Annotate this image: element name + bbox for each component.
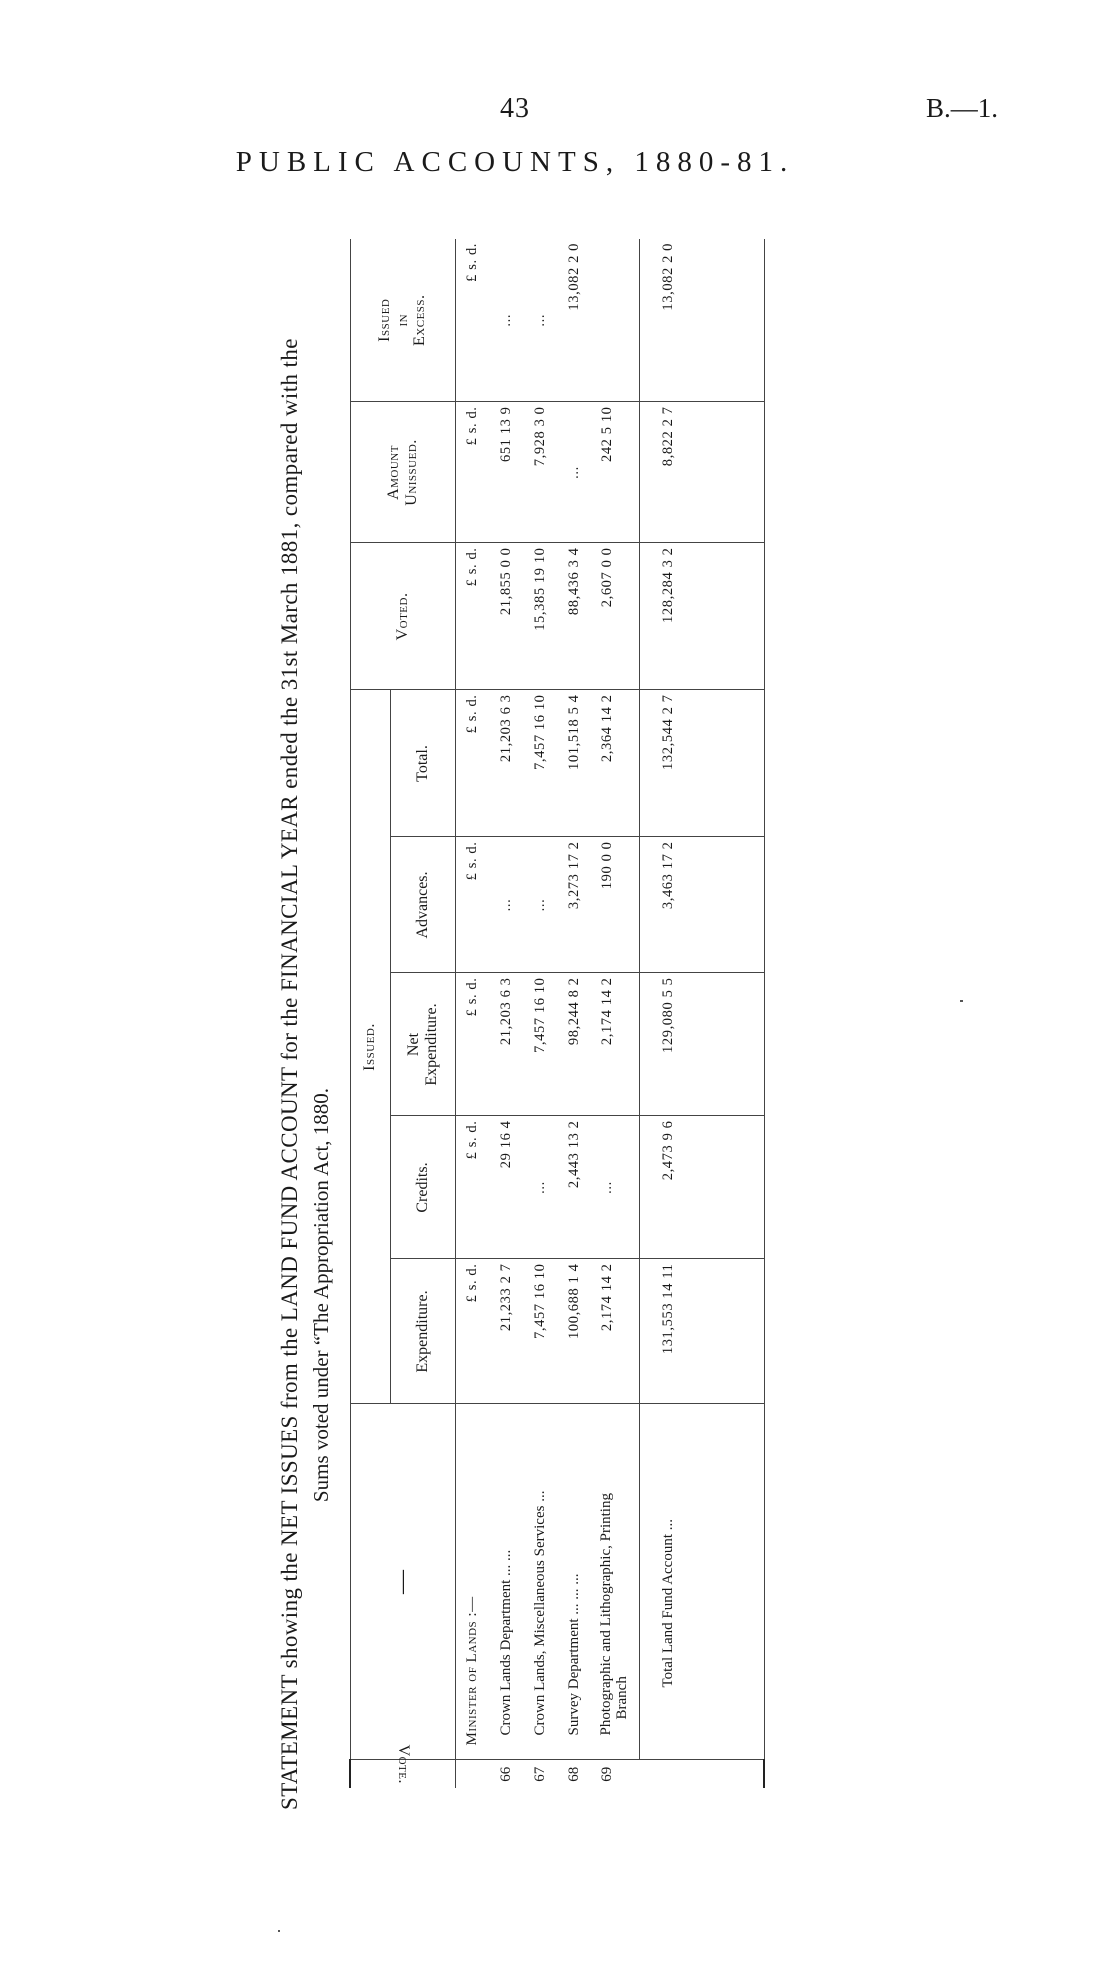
credits-value: ... — [523, 1116, 557, 1259]
amount-unissued-header — [350, 402, 455, 543]
unissued-value: ... — [557, 402, 591, 543]
table-row — [489, 239, 523, 1788]
vote-header-cell — [350, 1744, 455, 1788]
excess-value: 13,082 2 0 — [557, 239, 591, 402]
total-row — [639, 239, 697, 1788]
total-voted: 128,284 3 2 — [639, 543, 697, 690]
print-speck — [278, 1930, 280, 1932]
excess-value: ... — [523, 239, 557, 402]
table-row — [557, 239, 591, 1788]
voted-value: 88,436 3 4 — [557, 543, 591, 690]
issued-excess-header-line1: Issued — [376, 298, 394, 342]
unit-label: £ s. d. — [455, 1259, 489, 1404]
section-label: Minister of Lands :— — [455, 1404, 489, 1760]
advances-value: 3,273 17 2 — [557, 837, 591, 973]
advances-header: Advances. — [390, 837, 455, 973]
amount-unissued-header-line1: Amount — [384, 445, 402, 500]
vote-number: 67 — [531, 1766, 548, 1782]
issued-excess-header — [350, 239, 455, 402]
expenditure-value: 100,688 1 4 — [557, 1259, 591, 1404]
unit-label: £ s. d. — [455, 402, 489, 543]
net-expenditure-value: 2,174 14 2 — [591, 973, 639, 1116]
credits-header: Credits. — [390, 1116, 455, 1259]
land-fund-table — [349, 239, 765, 1788]
advances-value: 190 0 0 — [591, 837, 639, 973]
vote-number: 69 — [599, 1766, 615, 1782]
excess-value: ... — [489, 239, 523, 402]
issued-excess-header-line3: Excess. — [411, 294, 429, 346]
document-reference: B.—1. — [926, 93, 999, 123]
table-row — [591, 239, 639, 1788]
total-value: 7,457 16 10 — [523, 690, 557, 837]
unit-label: £ s. d. — [455, 543, 489, 690]
total-credits: 2,473 9 6 — [639, 1116, 697, 1259]
total-expenditure: 131,553 14 11 — [639, 1259, 697, 1404]
service-name: Survey Department ... ... ... — [557, 1404, 591, 1760]
unissued-value: 651 13 9 — [489, 402, 523, 543]
net-expenditure-header — [390, 973, 455, 1116]
expenditure-value: 21,233 2 7 — [489, 1259, 523, 1404]
expenditure-value: 2,174 14 2 — [591, 1259, 639, 1404]
excess-value — [591, 239, 639, 402]
service-name: Crown Lands, Miscellaneous Services ... — [523, 1404, 557, 1760]
amount-unissued-header-line2: Unissued. — [402, 439, 420, 506]
issued-header: Issued. — [350, 690, 390, 1404]
total-total: 132,544 2 7 — [639, 690, 697, 837]
unit-label: £ s. d. — [455, 690, 489, 837]
expenditure-header: Expenditure. — [390, 1259, 455, 1404]
total-net-expenditure: 129,080 5 5 — [639, 973, 697, 1116]
running-title: PUBLIC ACCOUNTS, 1880-81. — [235, 146, 795, 178]
advances-value: ... — [523, 837, 557, 973]
statement-subtitle: Sums voted under “The Appropriation Act, 1880. — [309, 1087, 333, 1503]
table-filler-row — [697, 239, 764, 1788]
section-row — [455, 239, 489, 1788]
net-expenditure-value: 7,457 16 10 — [523, 973, 557, 1116]
total-header: Total. — [390, 690, 455, 837]
issued-excess-header-line2: in — [393, 313, 411, 327]
service-name-line1: Photographic and Lithographic, Printing — [598, 1493, 614, 1736]
page-number: 43 — [500, 93, 530, 124]
table-row — [523, 239, 557, 1788]
vote-number: 68 — [565, 1766, 582, 1782]
advances-value: ... — [489, 837, 523, 973]
unit-label: £ s. d. — [455, 837, 489, 973]
print-speck — [960, 1000, 963, 1002]
service-name: Crown Lands Department ... ... — [489, 1404, 523, 1760]
unit-label: £ s. d. — [455, 973, 489, 1116]
service-name-line2: Branch — [613, 1676, 630, 1720]
net-expenditure-header-line1: Net — [404, 1032, 422, 1057]
credits-value: ... — [591, 1116, 639, 1259]
vote-header: Vote. — [394, 1744, 412, 1784]
total-excess: 13,082 2 0 — [639, 239, 697, 402]
service-header: — — [350, 1404, 455, 1760]
voted-value: 21,855 0 0 — [489, 543, 523, 690]
total-value: 101,518 5 4 — [557, 690, 591, 837]
voted-value: 2,607 0 0 — [591, 543, 639, 690]
total-value: 2,364 14 2 — [591, 690, 639, 837]
unissued-value: 7,928 3 0 — [523, 402, 557, 543]
rotated-statement — [257, 242, 777, 1810]
total-label: Total Land Fund Account ... — [639, 1404, 697, 1760]
unit-label: £ s. d. — [455, 239, 489, 402]
total-unissued: 8,822 2 7 — [639, 402, 697, 543]
net-expenditure-header-line2: Expenditure. — [422, 1003, 440, 1086]
unit-label: £ s. d. — [455, 1116, 489, 1259]
credits-value: 29 16 4 — [489, 1116, 523, 1259]
net-expenditure-value: 21,203 6 3 — [489, 973, 523, 1116]
statement-title: STATEMENT showing the NET ISSUES from the LAND FUND ACCOUNT for the FINANCIAL YEAR ended the 31st March 1881, compared with the — [277, 338, 302, 1810]
total-advances: 3,463 17 2 — [639, 837, 697, 973]
total-value: 21,203 6 3 — [489, 690, 523, 837]
credits-value: 2,443 13 2 — [557, 1116, 591, 1259]
voted-value: 15,385 19 10 — [523, 543, 557, 690]
service-name-multiline — [591, 1404, 639, 1760]
expenditure-value: 7,457 16 10 — [523, 1259, 557, 1404]
unissued-value: 242 5 10 — [591, 402, 639, 543]
net-expenditure-value: 98,244 8 2 — [557, 973, 591, 1116]
vote-number: 66 — [497, 1766, 514, 1782]
voted-header: Voted. — [350, 543, 455, 690]
